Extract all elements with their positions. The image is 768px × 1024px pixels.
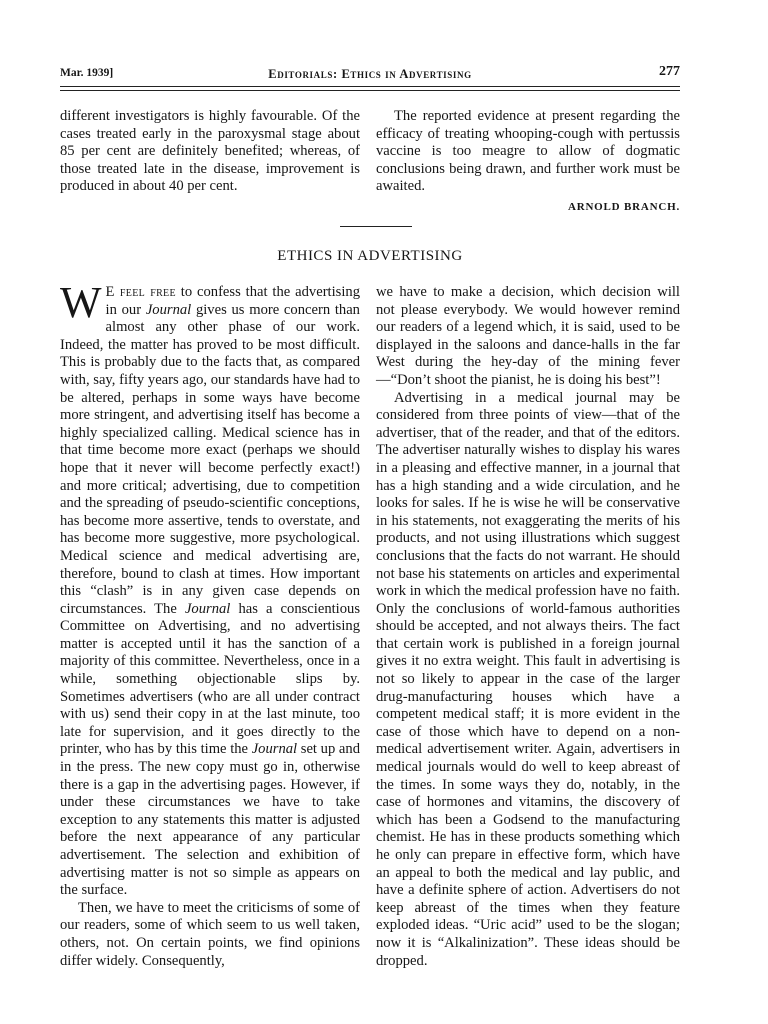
journal-name: Journal (251, 741, 298, 758)
article-paragraph-2-continued: we have to make a decision, which decision will not please everybody. We would however remind our readers of a legend which, it is said, used to be displayed in the saloons and dance-halls in the far West during the hey-day of the mining fever—“Don’t shoot the pianist, he is doing his best”! (376, 284, 680, 388)
previous-article-left-column (60, 108, 360, 196)
article-left-column (60, 278, 360, 970)
author-signature: ARNOLD BRANCH. (567, 200, 680, 213)
article-paragraph-3: Advertising in a medical journal may be considered from three points of view—that of the advertiser, that of the reader, and that of the editors. The advertiser naturally wishes to display his wares in a pleasing and effective manner, in a journal that has a high standing and a wide circulation, and he looks for sales. If he is wise he will be conservative in his statements, not exaggerating the merits of his products, and not using illustrations which suggest conclusions that the facts do not warrant. He should not base his statements on articles and experimental work in which the medical profession have no faith. Only the conclusions of world-famous authorities should be accepted, and not always theirs. The fact that certain work is published in a foreign journal gives it no extra weight. This fault in advertising is not so likely to appear in the case of the larger drug-manufacturing houses which have a competent medical staff; it is more evident in the case of those which have to depend on a non-medical advertisement writer. Again, advertisers in medical journals would do well to keep abreast of the times. In some ways they do, notably, in the case of hormones and vitamins, the discovery of which has been a Godsend to the manufacturing chemist. He has in these products something which he only can prepare in effective form, which have an appeal to both the medical and lay public, and have a definite sphere of action. Advertisers do not keep abreast of the times when they feature exploded ideas. “Uric acid” used to be the slogan; now it is “Alkalinization”. These ideas should be dropped. (376, 389, 680, 969)
header-rule-secondary (60, 90, 680, 91)
page-number: 277 (659, 64, 680, 79)
previous-article-conclusion: The reported evidence at present regarding the efficacy of treating whooping-cough with pertussis vaccine is too meagre to allow of dogmatic conclusions being drawn, and further work must be awaited. (376, 108, 680, 195)
journal-name: Journal (145, 301, 192, 318)
article-title: ETHICS IN ADVERTISING (277, 248, 463, 264)
article-paragraph-1 (60, 278, 360, 900)
issue-date: Mar. 1939] (60, 67, 114, 79)
header-rule (60, 86, 680, 87)
journal-name: Journal (184, 600, 231, 617)
lead-words: E feel free (105, 284, 176, 300)
section-divider (340, 226, 412, 227)
paragraph-text: gives us more concern than almost any other phase of our work. Indeed, the matter has proved to be most difficult. This is probably due to the facts that, as compared with, say, fifty years ago, our standards have had to be altered, perhaps in some ways have become more stringent, and advertising itself has become a highly specialized calling. Medical science has in that time become more exact (perhaps we should hope that it never will become perfectly exact!) and more critical; advertising, due to competition and the spreading of pseudo-scientific conceptions, has become more assertive, tends to overstate, and has become more suggestive, more psychological. Medical science and medical advertising are, therefore, bound to clash at times. How important this “clash” is in any given case depends on circumstances. The (60, 301, 360, 617)
running-title: Editorials: Ethics in Advertising (268, 67, 472, 81)
paragraph-text: set up and in the press. The new copy must go in, otherwise there is a gap in the advertising pages. However, if under these circumstances we have to take exception to any statements this matter is adjusted before the next appearance of any particular advertisement. The selection and exhibition of advertising matter is not so simple as appears on the surface. (60, 741, 360, 899)
paragraph-text: to confess that the advertising in our (105, 284, 360, 318)
running-head (60, 64, 680, 84)
previous-article-paragraph: different investigators is highly favourable. Of the cases treated early in the paroxysmal stage about 85 per cent are definitely benefited; whereas, of those treated late in the disease, improvement is produced in about 40 per cent. (60, 108, 360, 195)
previous-article-right-column (376, 108, 680, 217)
paragraph-text: has a conscientious Committee on Advertising, and no advertising matter is accepted until it has the sanction of a majority of this committee. Nevertheless, once in a while, something objectionable slips by. Sometimes advertisers (who are all under contract with us) send their copy in at the last minute, too late for supervision, and it goes directly to the printer, who has by this time the (60, 600, 360, 758)
article-paragraph-2: Then, we have to meet the criticisms of some of our readers, some of which seem to us well taken, others, not. On certain points, we find opinions differ widely. Consequently, (60, 899, 360, 969)
article-right-column (376, 284, 680, 970)
drop-cap: W (60, 278, 102, 327)
